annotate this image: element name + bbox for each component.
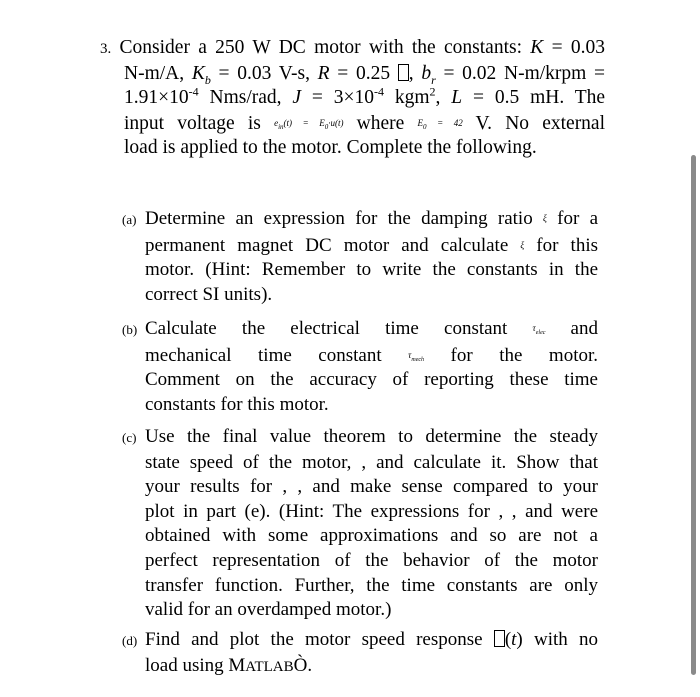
part-a bbox=[122, 206, 598, 307]
part-c-line-8: valid for an overdamped motor.) bbox=[145, 599, 392, 621]
part-d-line-2: load using MATLABÒ. bbox=[145, 654, 313, 676]
part-c-line-6: perfect representation of the behavior of the motor bbox=[145, 549, 598, 571]
part-b-label: (b) bbox=[122, 322, 138, 337]
part-c-line-3: your results for , , and make sense compared to your bbox=[145, 476, 598, 498]
part-c-line-2: state speed of the motor, , and calculate it. Show that bbox=[145, 451, 598, 473]
problem-line-5: load is applied to the motor. Complete the following. bbox=[124, 137, 537, 158]
part-b-line-3: Comment on the accuracy of reporting these time bbox=[145, 369, 598, 391]
part-d-label: (d) bbox=[122, 633, 138, 648]
part-c-line-5: obtained with some approximations and so are not a bbox=[145, 525, 598, 547]
part-c-line-7: transfer function. Further, the time constants are only bbox=[145, 574, 598, 596]
part-c-label: (c) bbox=[122, 430, 137, 445]
part-b bbox=[122, 316, 598, 417]
part-c bbox=[122, 425, 598, 623]
scrollbar[interactable] bbox=[691, 155, 696, 675]
part-b-line-2: mechanical time constant $\tau_{mech}$ for the motor. bbox=[145, 344, 599, 366]
part-a-label: (a) bbox=[122, 212, 137, 227]
problem-line-2: N-m/A, $K_b = 0.03$ V-s, R = 0.25 , $b_r = 0.02$ N-m/krpm = bbox=[124, 62, 606, 87]
part-a-line-2: permanent magnet DC motor and calculate ξ for this bbox=[145, 234, 599, 256]
part-a-line-1: (a) Determine an expression for the damping ratio ξ for a bbox=[122, 206, 598, 233]
problem-statement bbox=[100, 36, 605, 161]
problem-line-3: $1.91\times 10^{-4}$ Nms/rad, $J = 3\times 10^{-4}$ kgm$^2$, L = 0.5 mH. The bbox=[124, 84, 606, 108]
part-c-line-1: (c) Use the final value theorem to determine the steady bbox=[122, 425, 598, 451]
part-d bbox=[122, 628, 598, 679]
part-b-line-4: constants for this motor. bbox=[145, 393, 329, 415]
missing-glyph-box bbox=[494, 630, 505, 647]
part-d-line-1: (d) Find and plot the motor speed response (t) with no bbox=[122, 628, 598, 654]
part-b-line-1: (b) Calculate the electrical time constant $\tau_{elec}$ and bbox=[122, 316, 598, 343]
problem-line-4: input voltage is $e_{in}(t) = E_0\cdot u(t)$ where $E_0 = 42$ V. No external bbox=[124, 112, 606, 134]
missing-glyph-box bbox=[398, 64, 409, 81]
part-a-line-4: correct SI units). bbox=[145, 283, 273, 305]
problem-number: 3. bbox=[100, 41, 112, 57]
part-a-line-3: motor. (Hint: Remember to write the constants in the bbox=[145, 259, 598, 281]
part-c-line-4: plot in part (e). (Hint: The expressions for , , and were bbox=[145, 500, 598, 522]
problem-line-1: 3. Consider a 250 W DC motor with the constants: K = 0.03 bbox=[100, 37, 605, 58]
